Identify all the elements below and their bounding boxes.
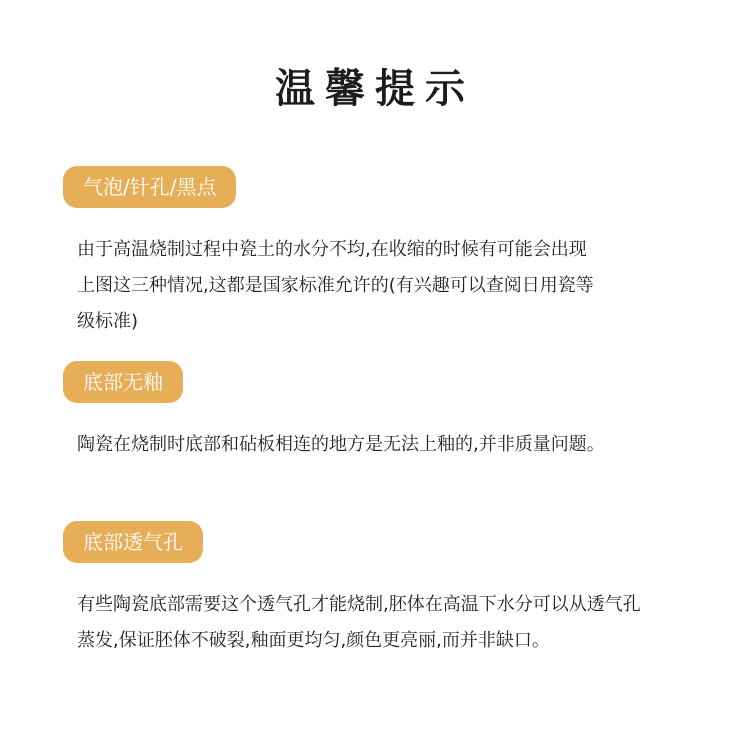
text-line: 蒸发,保证胚体不破裂,釉面更均匀,颜色更亮丽,而并非缺口。 — [77, 630, 550, 651]
text-line: 级标准) — [77, 311, 139, 332]
section-text-unglazed-bottom — [77, 427, 717, 463]
text-line: 陶瓷在烧制时底部和砧板相连的地方是无法上釉的,并非质量问题。 — [77, 434, 605, 455]
section-text-vent-hole — [77, 587, 717, 659]
text-line: 有些陶瓷底部需要这个透气孔才能烧制,胚体在高温下水分可以从透气孔 — [77, 594, 641, 615]
page-title: 温馨提示 — [275, 65, 475, 112]
section-text-bubbles-pinholes — [77, 232, 717, 340]
section-tag-unglazed-bottom: 底部无釉 — [63, 361, 183, 403]
text-line: 由于高温烧制过程中瓷土的水分不均,在收缩的时候有可能会出现 — [77, 239, 587, 260]
section-tag-vent-hole: 底部透气孔 — [63, 521, 203, 563]
section-tag-bubbles-pinholes: 气泡/针孔/黑点 — [63, 166, 236, 208]
text-line: 上图这三种情况,这都是国家标准允许的(有兴趣可以查阅日用瓷等 — [77, 275, 594, 296]
